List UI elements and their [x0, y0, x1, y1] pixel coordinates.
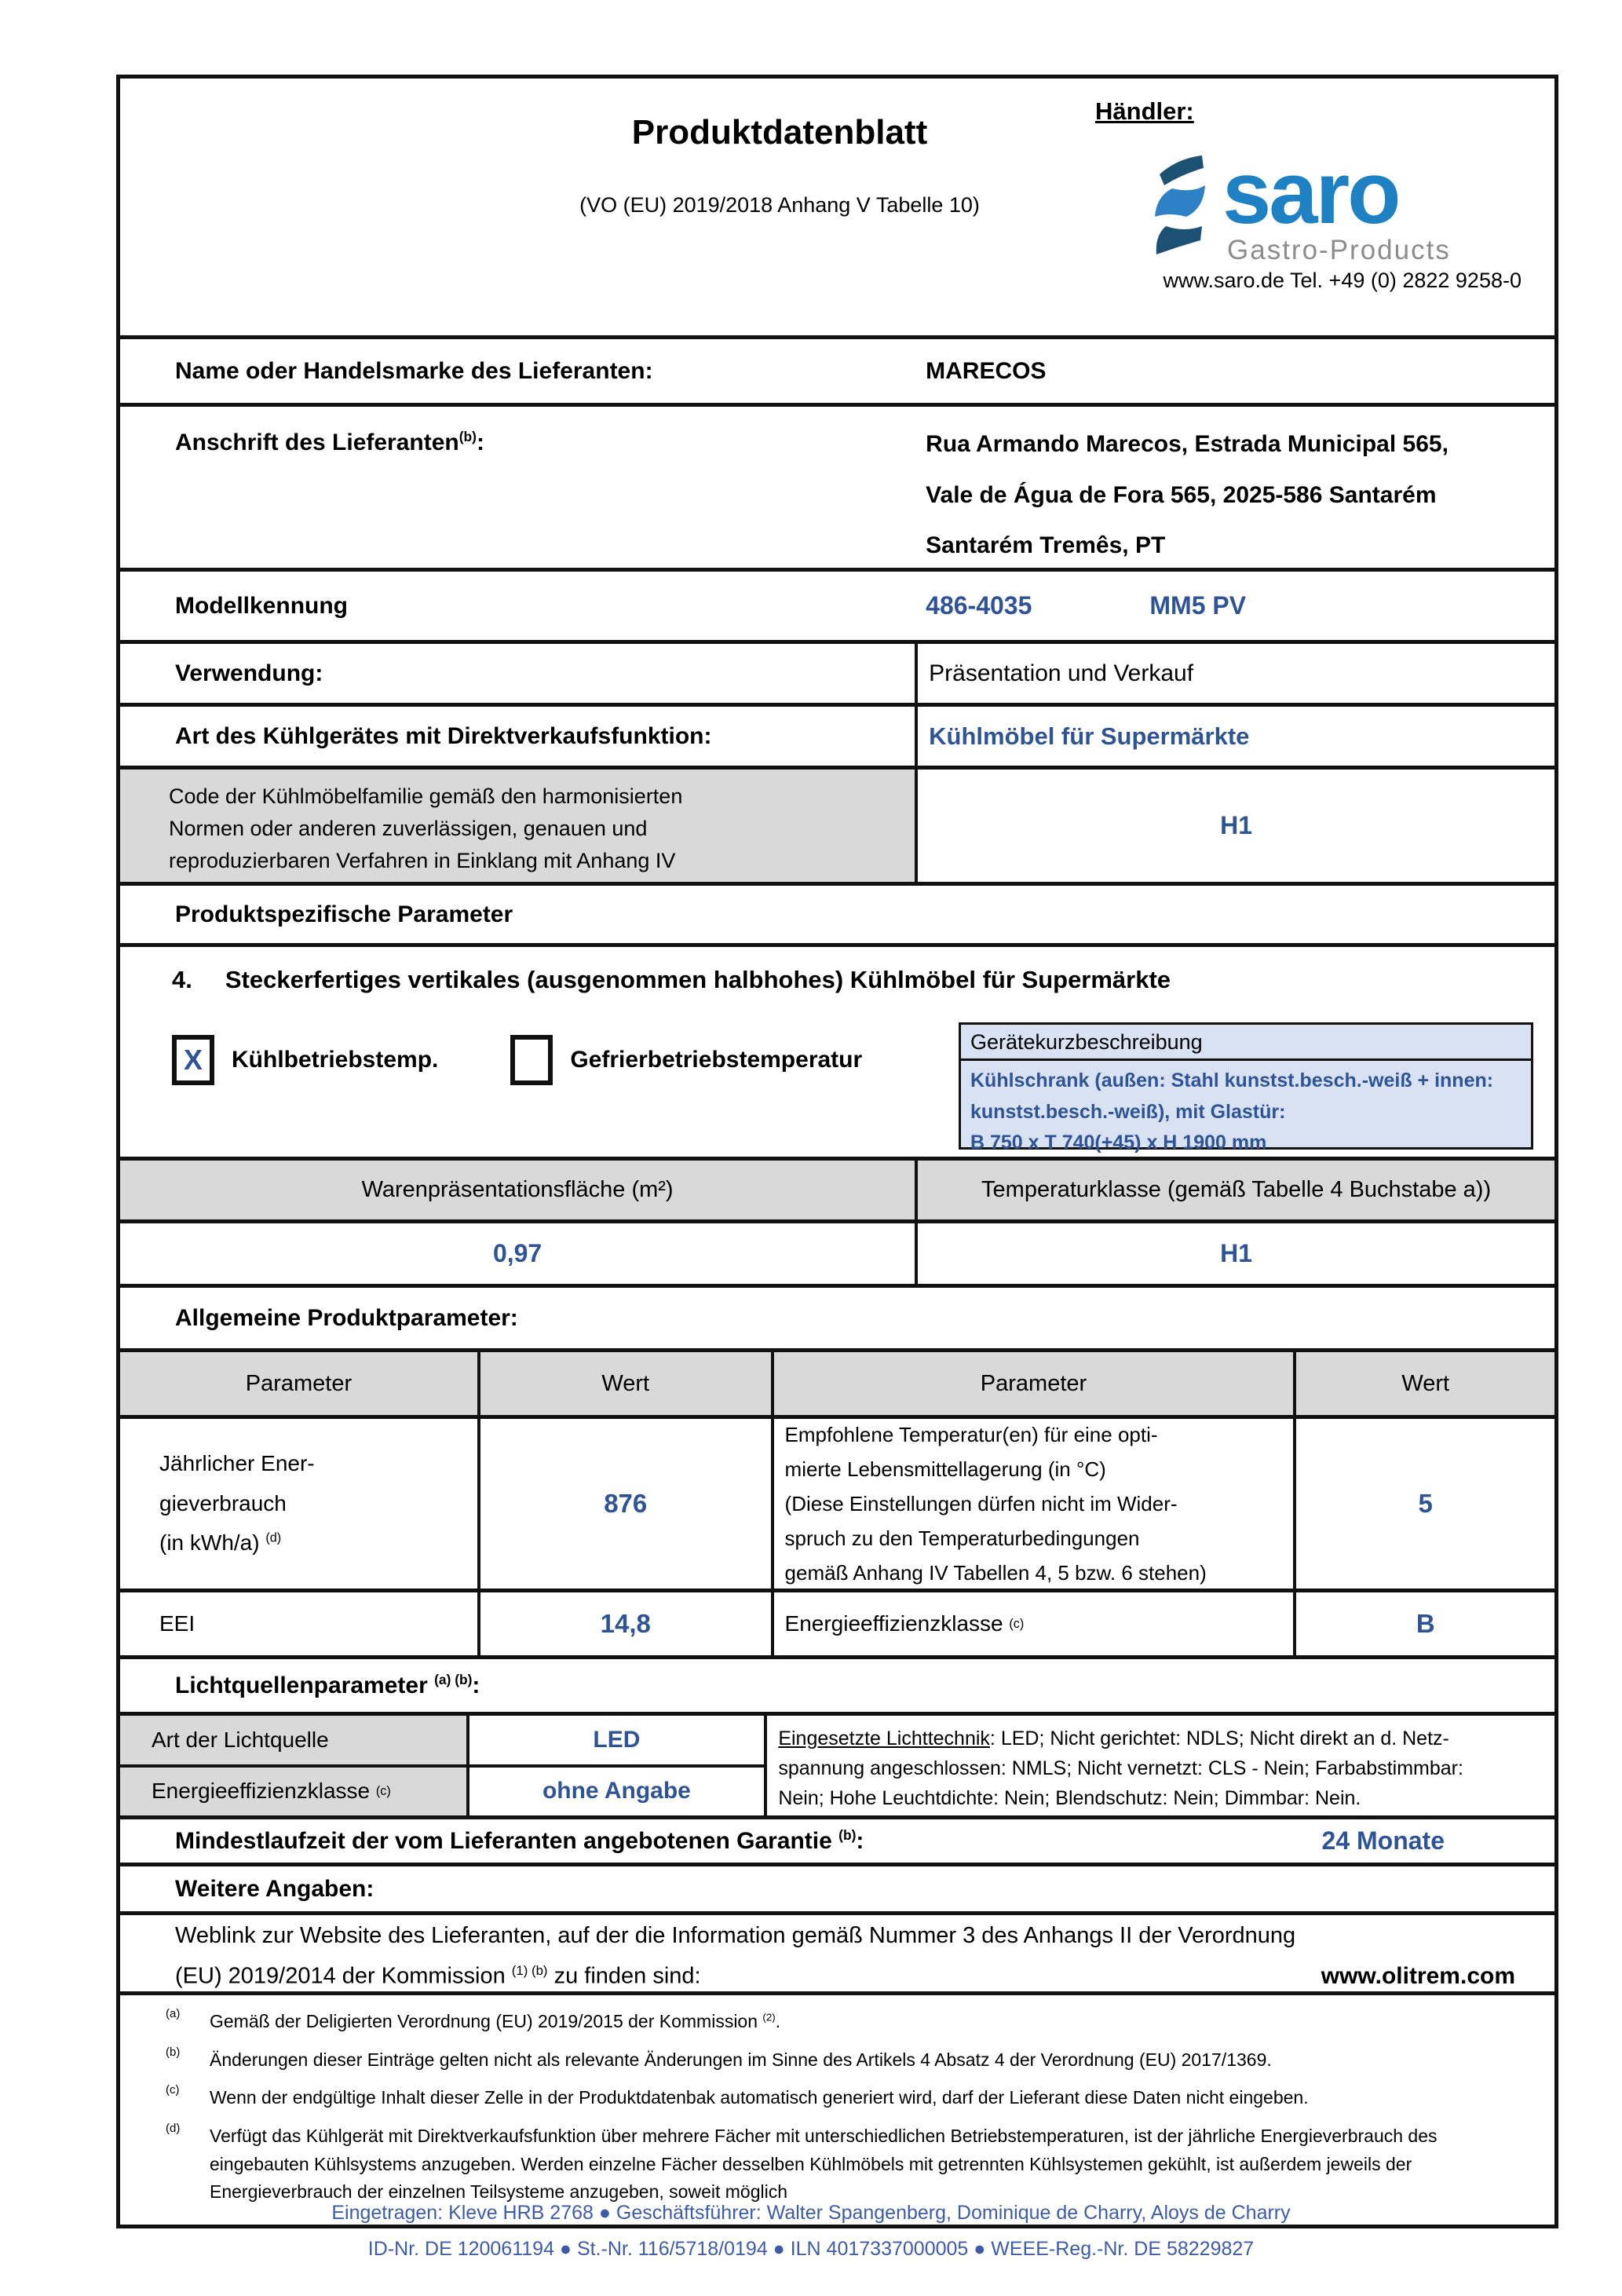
light-source-heading-colon: :	[472, 1673, 480, 1698]
supplier-address-row	[120, 407, 1554, 572]
light-source-heading	[175, 1672, 480, 1699]
warranty-colon: :	[856, 1828, 864, 1854]
header-row	[120, 79, 1554, 339]
footnote-marker: (a)	[166, 2007, 181, 2020]
light-technology-rest: : LED; Nicht gerichtet: NDLS; Nicht direkt an d. Netz-	[989, 1727, 1449, 1749]
display-area-value-row	[120, 1223, 1554, 1288]
supplier-address-colon: :	[476, 430, 484, 455]
page-subtitle: (VO (EU) 2019/2018 Anhang V Tabelle 10)	[579, 193, 980, 217]
energy-class-value: B	[1293, 1592, 1554, 1655]
recommended-temp-line: (Diese Einstellungen dürfen nicht im Wider-	[784, 1491, 1178, 1515]
supplier-address-label	[120, 407, 915, 456]
temperature-class-value: H1	[915, 1223, 1554, 1284]
model-row	[120, 572, 1554, 644]
device-type-value: Kühlmöbel für Supermärkte	[915, 707, 1554, 766]
address-line: Santarém Tremês, PT	[926, 532, 1166, 558]
recommended-temp-line: Empfohlene Temperatur(en) für eine opti-	[784, 1422, 1158, 1446]
recommended-temperature-label	[771, 1419, 1294, 1589]
saro-logo	[1138, 144, 1546, 274]
general-parameters-heading-row	[120, 1288, 1554, 1352]
parameter-table-header	[120, 1352, 1554, 1419]
supplier-name-row	[120, 339, 1554, 407]
weblink-text-line1: Weblink zur Website des Lieferanten, auf der die Information gemäß Nummer 3 des Anhangs II der Verordnung	[175, 1923, 1296, 1948]
light-technology-cell	[764, 1716, 1554, 1815]
saro-logo-graphic	[1138, 144, 1546, 270]
annual-energy-label-line: Jährlicher Ener-	[159, 1451, 315, 1476]
device-type-label: Art des Kühlgerätes mit Direktverkaufsfunktion:	[175, 722, 712, 749]
device-description-body	[961, 1061, 1531, 1164]
energy-class-footnote-ref: (c)	[1009, 1616, 1025, 1631]
title-block	[434, 113, 1125, 218]
light-type-value: LED	[466, 1716, 765, 1764]
annual-energy-label	[120, 1419, 477, 1589]
product-specific-heading: Produktspezifische Parameter	[175, 901, 513, 927]
recommended-temp-line: mierte Lebensmittellagerung (in °C)	[784, 1457, 1106, 1481]
footnote-inner-ref: (2)	[762, 2011, 776, 2024]
weblink-regulation-text: (EU) 2019/2014 der Kommission	[175, 1964, 506, 1989]
light-source-footnote-ref: (a) (b)	[434, 1672, 473, 1687]
supplier-website-link[interactable]: www.olitrem.com	[1321, 1963, 1515, 1989]
saro-logo-subtext: Gastro-Products	[1227, 235, 1451, 265]
supplier-name-label: Name oder Handelsmarke des Lieferanten:	[175, 357, 653, 384]
model-number: 486-4035	[926, 591, 1032, 620]
footnote-text: Wenn der endgültige Inhalt dieser Zelle in der Produktdatenbak automatisch generiert wird, darf der Lieferant diese Daten nicht eingeben.	[210, 2087, 1309, 2108]
footnote-b	[166, 2046, 1523, 2075]
family-code-row	[120, 770, 1554, 886]
device-description-box	[959, 1022, 1533, 1153]
footnote-text-body: Gemäß der Deligierten Verordnung (EU) 2019/2015 der Kommission	[210, 2011, 758, 2031]
light-technology-line: Nein; Hohe Leuchtdichte: Nein; Blendschutz: Nein; Dimmbar: Nein.	[778, 1787, 1361, 1809]
footnote-text: Änderungen dieser Einträge gelten nicht als relevante Änderungen im Sinne des Artikels 4 Absatz 4 der Verordnung (EU) 2017/1369.	[210, 2049, 1272, 2070]
family-code-label-line: Normen oder anderen zuverlässigen, genauen und	[169, 817, 648, 841]
footnote-c	[166, 2084, 1523, 2112]
light-energy-class-label-text: Energieeffizienzklasse	[152, 1779, 371, 1804]
footnotes-section	[120, 1995, 1554, 2225]
warranty-value: 24 Monate	[1321, 1826, 1445, 1855]
footer-ids-line: ID-Nr. DE 120061194 ● St.-Nr. 116/5718/0194 ● ILN 4017337000005 ● WEEE-Reg.-Nr. DE 58229827	[367, 2238, 1255, 2261]
annual-energy-label-line	[159, 1523, 315, 1563]
column-header: Wert	[1293, 1352, 1554, 1415]
supplier-address-label-text: Anschrift des Lieferanten	[175, 430, 459, 455]
footnote-text	[210, 2008, 1523, 2036]
model-label: Modellkennung	[175, 592, 348, 619]
light-type-label: Art der Lichtquelle	[120, 1716, 466, 1764]
light-source-heading-row	[120, 1659, 1554, 1716]
recommended-temp-line: gemäß Anhang IV Tabellen 4, 5 bzw. 6 stehen)	[784, 1561, 1207, 1585]
display-area-header: Warenpräsentationsfläche (m²)	[361, 1177, 674, 1202]
family-code-label	[120, 770, 915, 882]
general-parameters-heading: Allgemeine Produktparameter:	[175, 1304, 518, 1331]
weblink-regulation	[175, 1963, 701, 1990]
light-technology-term: Eingesetzte Lichttechnik	[778, 1727, 990, 1749]
light-technology-line: spannung angeschlossen: NMLS; Nicht vernetzt: CLS - Nein; Farbabstimmbar:	[778, 1757, 1463, 1779]
warranty-footnote-ref: (b)	[838, 1827, 857, 1843]
warranty-label	[175, 1827, 864, 1855]
more-info-heading: Weitere Angaben:	[175, 1875, 374, 1902]
model-values	[915, 591, 1554, 620]
light-energy-class-label	[120, 1768, 466, 1816]
warranty-label-text: Mindestlaufzeit der vom Lieferanten angebotenen Garantie	[175, 1828, 832, 1854]
annual-energy-footnote-ref: (d)	[265, 1530, 282, 1545]
family-code-value: H1	[915, 770, 1554, 882]
footnote-marker: (c)	[166, 2083, 180, 2097]
family-code-label-line: reproduzierbaren Verfahren in Einklang mit Anhang IV	[169, 849, 676, 873]
footnote-marker: (d)	[166, 2121, 181, 2135]
light-energy-class-row	[120, 1768, 764, 1816]
operating-temperature-checkboxes	[172, 1035, 862, 1085]
device-description-line: B 750 x T 740(+45) x H 1900 mm	[970, 1132, 1267, 1153]
freezing-temp-label: Gefrierbetriebstemperatur	[570, 1047, 863, 1073]
cooling-temp-label: Kühlbetriebstemp.	[232, 1047, 439, 1073]
saro-logo-mark	[1155, 155, 1205, 254]
supplier-address-value	[915, 407, 1554, 572]
energy-class-label	[771, 1592, 1294, 1655]
column-header: Parameter	[245, 1370, 353, 1396]
dealer-label: Händler:	[1095, 97, 1194, 125]
warranty-row	[120, 1819, 1554, 1866]
energy-class-label-text: Energieeffizienzklasse	[784, 1611, 1003, 1636]
saro-logo-word: saro	[1222, 144, 1399, 242]
datasheet-table	[116, 75, 1558, 2228]
device-description-header: Gerätekurzbeschreibung	[961, 1025, 1531, 1061]
light-energy-class-footnote-ref: (c)	[375, 1783, 391, 1798]
display-area-header-row	[120, 1161, 1554, 1223]
more-info-heading-row	[120, 1866, 1554, 1915]
temperature-class-header: Temperaturklasse (gemäß Tabelle 4 Buchstabe a))	[915, 1161, 1554, 1219]
recommended-temperature-value: 5	[1293, 1419, 1554, 1589]
recommended-temp-line: spruch zu den Temperaturbedingungen	[784, 1526, 1140, 1551]
family-code-label-line: Code der Kühlmöbelfamilie gemäß den harmonisierten	[169, 784, 683, 808]
footnote-period: .	[775, 2011, 781, 2031]
device-description-line: kunstst.besch.-weiß), mit Glastür:	[970, 1100, 1286, 1123]
display-area-value: 0,97	[492, 1239, 542, 1267]
table-row	[120, 1419, 1554, 1592]
company-footer	[0, 2195, 1622, 2268]
weblink-text-line2	[175, 1963, 1515, 1990]
section-4-heading	[172, 966, 1171, 994]
cooling-temp-checkbox[interactable]: X	[172, 1035, 214, 1085]
address-line: Rua Armando Marecos, Estrada Municipal 565,	[926, 431, 1448, 457]
usage-label: Verwendung:	[175, 660, 323, 686]
footnote-d	[166, 2122, 1523, 2206]
light-source-table	[120, 1716, 1554, 1819]
device-type-row	[120, 707, 1554, 770]
light-source-heading-text: Lichtquellenparameter	[175, 1673, 428, 1698]
column-header: Parameter	[771, 1352, 1294, 1415]
footnote-marker: (b)	[166, 2045, 181, 2059]
usage-value: Präsentation und Verkauf	[915, 644, 1554, 703]
footer-registration-line: Eingetragen: Kleve HRB 2768 ● Geschäftsführer: Walter Spangenberg, Dominique de Charry, Aloys de Charry	[331, 2202, 1291, 2224]
table-row	[120, 1592, 1554, 1655]
light-type-row	[120, 1716, 764, 1768]
address-line: Vale de Água de Fora 565, 2025-586 Santarém	[926, 481, 1437, 508]
column-header: Wert	[477, 1352, 771, 1415]
freezing-temp-checkbox[interactable]	[510, 1035, 553, 1085]
eei-label: EEI	[159, 1611, 195, 1636]
light-source-left-columns	[120, 1716, 764, 1815]
eei-value: 14,8	[477, 1592, 771, 1655]
weblink-footnote-ref: (1) (b)	[511, 1963, 548, 1979]
annual-energy-value: 876	[477, 1419, 771, 1589]
section-4-title: Steckerfertiges vertikales (ausgenommen halbhohes) Kühlmöbel für Supermärkte	[225, 966, 1171, 993]
usage-row	[120, 644, 1554, 707]
section-4-number: 4.	[172, 966, 192, 993]
supplier-name-value: MARECOS	[926, 357, 1047, 384]
device-description-line: Kühlschrank (außen: Stahl kunstst.besch.-weiß + innen:	[970, 1069, 1494, 1091]
light-energy-class-value: ohne Angabe	[466, 1768, 765, 1816]
weblink-row	[120, 1915, 1554, 1995]
section-4-row	[120, 947, 1554, 1161]
annual-energy-unit: (in kWh/a)	[159, 1530, 260, 1556]
parameter-table	[120, 1352, 1554, 1659]
model-name: MM5 PV	[1149, 591, 1247, 620]
product-specific-heading-row	[120, 886, 1554, 947]
footnote-text: Verfügt das Kühlgerät mit Direktverkaufsfunktion über mehrere Fächer mit unterschiedlichen Betriebstemperaturen, ist der jährliche Energieverbrauch des eingebauten Kühlsystems anzugeben. Werden einzelne Fächer desselben Kühlmöbels mit getrennten Kühlsystemen gekühlt, ist außerdem jeweils der Energieverbrauch der einzelnen Teilsysteme anzugeben, soweit möglich	[210, 2125, 1438, 2203]
weblink-regulation-tail: zu finden sind:	[547, 1964, 701, 1989]
page-title: Produktdatenblatt	[631, 113, 928, 152]
annual-energy-label-line: gieverbrauch	[159, 1490, 287, 1515]
light-technology-line	[778, 1724, 1545, 1753]
dealer-contact: www.saro.de Tel. +49 (0) 2822 9258-0	[1163, 269, 1522, 292]
footnote-a	[166, 2008, 1523, 2036]
supplier-address-footnote-ref: (b)	[458, 429, 477, 444]
